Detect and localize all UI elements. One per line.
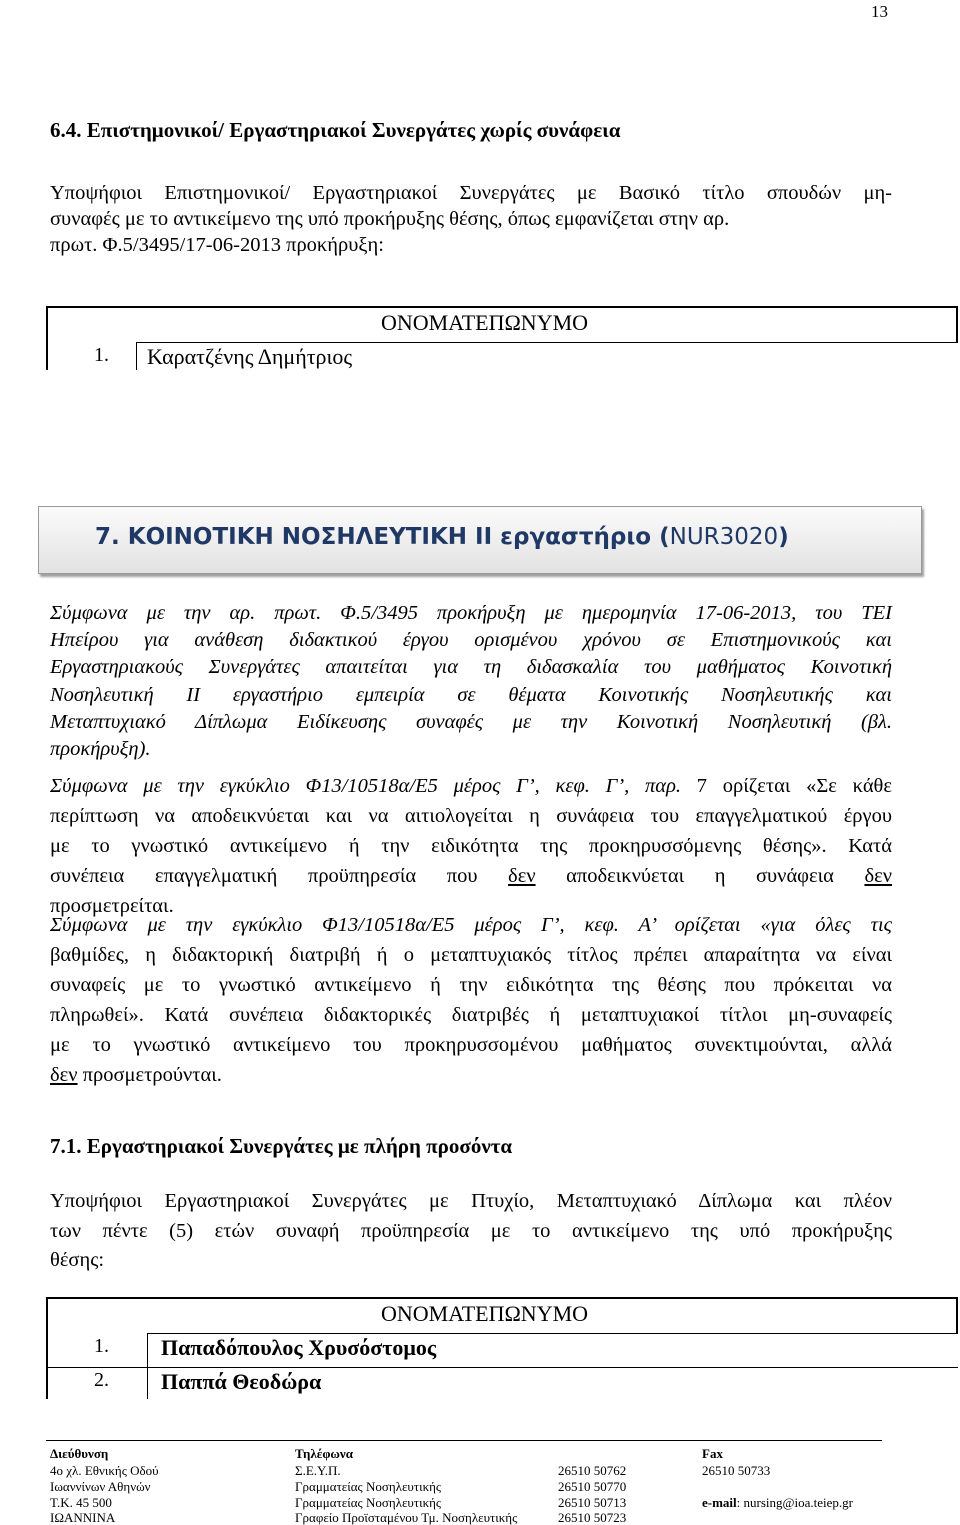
footer-cell: 26510 50733 — [702, 1463, 771, 1478]
requirements-paragraph — [50, 600, 892, 763]
footer-cell: ΙΩΑΝΝΙΝΑ — [50, 1510, 116, 1525]
footer-divider — [46, 1440, 882, 1441]
footer-cell: Γραμματείας Νοσηλευτικής — [295, 1495, 442, 1510]
footer-cell: Ιωαννίνων Αθηνών — [50, 1479, 151, 1494]
section-6-4-title: 6.4. Επιστημονικοί/ Εργαστηριακοί Συνεργάτες χωρίς συνάφεια — [50, 118, 621, 142]
candidate-name: Καρατζένης Δημήτριος — [147, 344, 353, 369]
footer-cell: 4ο χλ. Εθνικής Οδού — [50, 1463, 159, 1478]
footer-cell: 26510 50713 — [558, 1495, 627, 1510]
row-number: 2. — [94, 1369, 109, 1391]
footer-phones-heading: Τηλέφωνα — [295, 1446, 353, 1461]
body-line: Νοσηλευτική ΙΙ εργαστήριο εμπειρία σε θέματα Κοινοτικής Νοσηλευτικής και — [50, 683, 892, 706]
table-header: ΟΝΟΜΑΤΕΠΩΝΥΜΟ — [381, 1301, 589, 1326]
para-line: πρωτ. Φ.5/3495/17-06-2013 προκήρυξη: — [50, 234, 384, 256]
section-7-banner — [38, 506, 922, 574]
section-7-1-title: 7.1. Εργαστηριακοί Συνεργάτες με πλήρη προσόντα — [50, 1134, 513, 1158]
candidates-table-2 — [46, 1297, 958, 1399]
candidate-name: Παππά Θεοδώρα — [161, 1369, 322, 1394]
footer-cell: 26510 50770 — [558, 1479, 627, 1494]
footer-email: e-mail: nursing@ioa.teiep.gr — [702, 1495, 853, 1510]
para-line: Υποψήφιοι Εργαστηριακοί Συνεργάτες με Πτυχίο, Μεταπτυχιακό Δίπλωμα και πλέον — [50, 1190, 892, 1212]
candidates-table-1 — [46, 306, 958, 370]
footer-cell: Σ.Ε.Υ.Π. — [295, 1463, 341, 1478]
section-6-4-paragraph — [50, 180, 892, 258]
footer-cell: 26510 50723 — [558, 1510, 627, 1525]
body-line: Σύμφωνα με την αρ. πρωτ. Φ.5/3495 προκήρυξη με ημερομηνία 17-06-2013, του ΤΕΙ — [50, 602, 892, 624]
row-number: 1. — [94, 344, 109, 366]
body-line: προκήρυξη). — [50, 738, 151, 761]
footer-cell: 26510 50762 — [558, 1463, 627, 1478]
footer-cell: Γραφείο Προϊσταμένου Τμ. Νοσηλευτικής — [295, 1510, 518, 1525]
circular-1-paragraph: Σύμφωνα με την εγκύκλιο Φ13/10518α/Ε5 μέρος Γ’, κεφ. Γ’, παρ. 7 ορίζεται «Σε κάθε περίπτωση να αποδεικνύεται και να αιτιολογείται η συνάφεια του επαγγελματικού έργου με το γνωστικό αντικείμενο ή την ειδικότητα της προκηρυσσόμενης θέσης». Κατά συνέπεια επαγγελματική προϋπηρεσία που δεν αποδεικνύεται η συνάφεια δεν προσμετρείται. — [50, 775, 892, 917]
para-line: Υποψήφιοι Επιστημονικοί/ Εργαστηριακοί Συνεργάτες με Βασικό τίτλο σπουδών μη- — [50, 182, 892, 204]
body-line: Εργαστηριακούς Συνεργάτες απαιτείται για τη διδασκαλία του μαθήματος Κοινοτική — [50, 656, 892, 679]
footer-cell: Τ.Κ. 45 500 — [50, 1495, 112, 1510]
para-line: θέσης: — [50, 1249, 105, 1271]
row-number: 1. — [94, 1335, 109, 1357]
body-line: Μεταπτυχιακό Δίπλωμα Ειδίκευσης συναφές με την Κοινοτική Νοσηλευτική (βλ. — [50, 710, 892, 733]
footer-cell: Γραμματείας Νοσηλευτικής — [295, 1479, 442, 1494]
footer-fax-heading: Fax — [702, 1446, 723, 1461]
para-line: των πέντε (5) ετών συναφή προϋπηρεσία με το αντικείμενο της υπό προκήρυξης — [50, 1219, 892, 1242]
table-header: ΟΝΟΜΑΤΕΠΩΝΥΜΟ — [381, 310, 589, 335]
circular-2-paragraph: Σύμφωνα με την εγκύκλιο Φ13/10518α/Ε5 μέρος Γ’, κεφ. Α’ ορίζεται «για όλες τις βαθμίδες, η διδακτορική διατριβή ή ο μεταπτυχιακός τίτλος πρέπει απαραίτητα να είναι συναφείς με το γνωστικό αντικείμενο ή την ειδικότητα της θέσης που πρόκειται να πληρωθεί». Κατά συνέπεια διδακτορικές διατριβές ή μεταπτυχιακοί τίτλοι μη-συναφείς με το γνωστικό αντικείμενο του προκηρυσσομένου μαθήματος συνεκτιμούνται, αλλά δεν προσμετρούνται. — [50, 914, 892, 1086]
para-line: συναφές με το αντικείμενο της υπό προκήρυξης θέσης, όπως εμφανίζεται στην αρ. — [50, 208, 730, 230]
course-code: NUR3020 — [669, 524, 779, 550]
body-line: Ηπείρου για ανάθεση διδακτικού έργου ορισμένου χρόνου σε Επιστημονικούς και — [50, 629, 892, 652]
page-number: 13 — [871, 2, 888, 21]
section-7-title: 7. ΚΟΙΝΟΤΙΚΗ ΝΟΣΗΛΕΥΤΙΚΗ ΙΙ εργαστήριο (NUR3020) — [95, 524, 789, 550]
section-7-1-paragraph — [50, 1187, 892, 1276]
candidate-name: Παπαδόπουλος Χρυσόστομος — [161, 1335, 437, 1360]
footer-address-heading: Διεύθυνση — [50, 1446, 109, 1461]
